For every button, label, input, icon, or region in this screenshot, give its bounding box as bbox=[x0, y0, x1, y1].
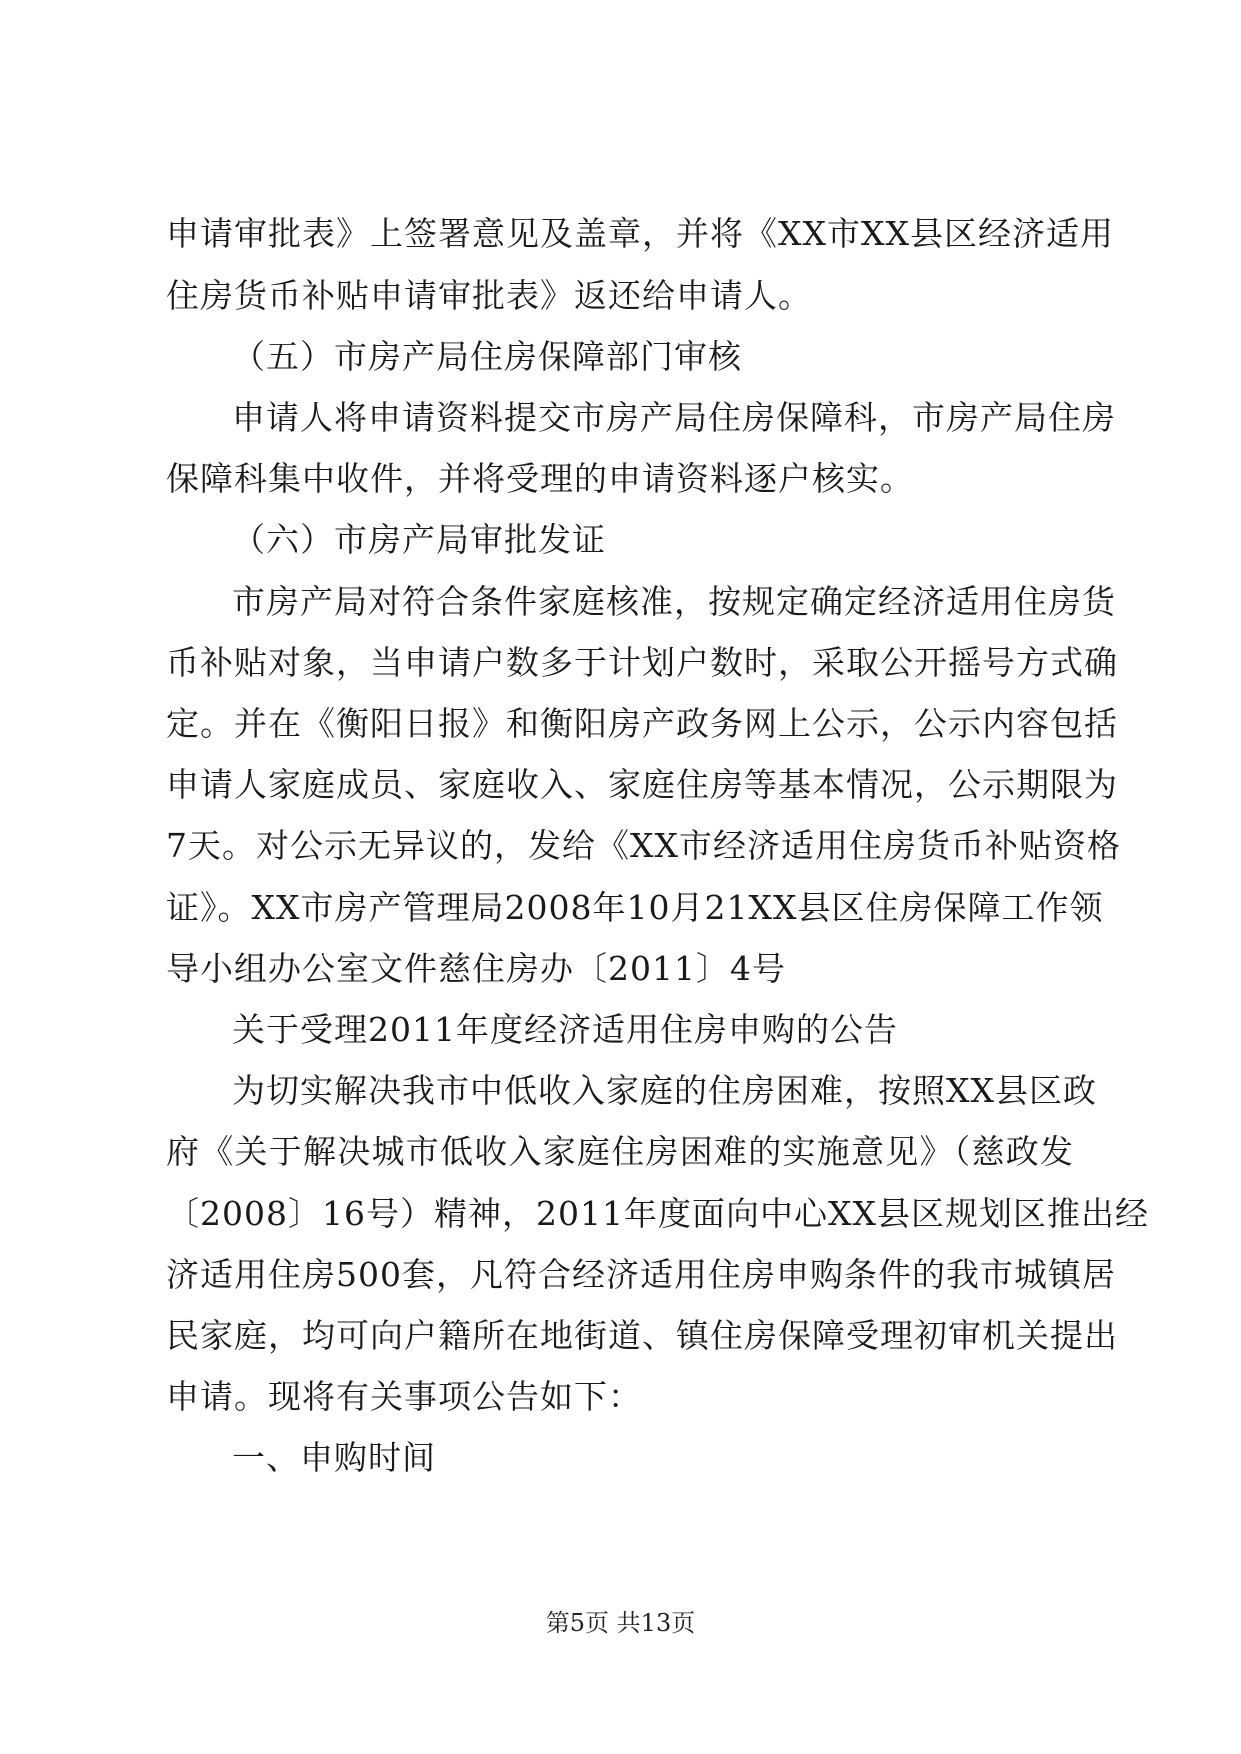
notice-title: 关于受理2011年度经济适用住房申购的公告 bbox=[232, 1010, 898, 1049]
text-line-5: 保障科集中收件，并将受理的申请资料逐户核实。 bbox=[166, 459, 914, 498]
text-line-12: 证》。XX市房产管理局2008年10月21XX县区住房保障工作领 bbox=[166, 888, 1104, 927]
text-line-11: 7天。对公示无异议的，发给《XX市经济适用住房货币补贴资格 bbox=[166, 826, 1121, 865]
text-line-9: 定。并在《衡阳日报》和衡阳房产政务网上公示，公示内容包括 bbox=[166, 704, 1118, 743]
text-line-8: 币补贴对象，当申请户数多于计划户数时，采取公开摇号方式确 bbox=[166, 643, 1118, 682]
section-heading-6: （六）市房产局审批发证 bbox=[232, 520, 606, 559]
text-line-7: 市房产局对符合条件家庭核准，按规定确定经济适用住房货 bbox=[232, 582, 1116, 621]
text-line-16: 府《关于解决城市低收入家庭住房困难的实施意见》（慈政发 bbox=[166, 1132, 1074, 1171]
text-line-13: 导小组办公室文件慈住房办〔2011〕4号 bbox=[166, 949, 786, 988]
text-line-10: 申请人家庭成员、家庭收入、家庭住房等基本情况，公示期限为 bbox=[166, 765, 1118, 804]
text-line-2: 住房货币补贴申请审批表》返还给申请人。 bbox=[166, 276, 812, 315]
text-line-19: 民家庭，均可向户籍所在地街道、镇住房保障受理初审机关提出 bbox=[166, 1316, 1118, 1355]
text-line-1: 申请审批表》上签署意见及盖章，并将《XX市XX县区经济适用 bbox=[166, 214, 1114, 253]
text-line-18: 济适用住房500套，凡符合经济适用住房申购条件的我市城镇居 bbox=[166, 1255, 1116, 1294]
section-heading-1: 一、申购时间 bbox=[232, 1438, 436, 1477]
text-line-17: 〔2008〕16号）精神，2011年度面向中心XX县区规划区推出经 bbox=[166, 1194, 1149, 1233]
page-number-footer: 第5页 共13页 bbox=[545, 1609, 696, 1637]
section-heading-5: （五）市房产局住房保障部门审核 bbox=[232, 337, 742, 376]
text-line-15: 为切实解决我市中低收入家庭的住房困难，按照XX县区政 bbox=[232, 1071, 1097, 1110]
text-line-20: 申请。现将有关事项公告如下： bbox=[166, 1377, 642, 1416]
text-line-4: 申请人将申请资料提交市房产局住房保障科，市房产局住房 bbox=[232, 398, 1116, 437]
